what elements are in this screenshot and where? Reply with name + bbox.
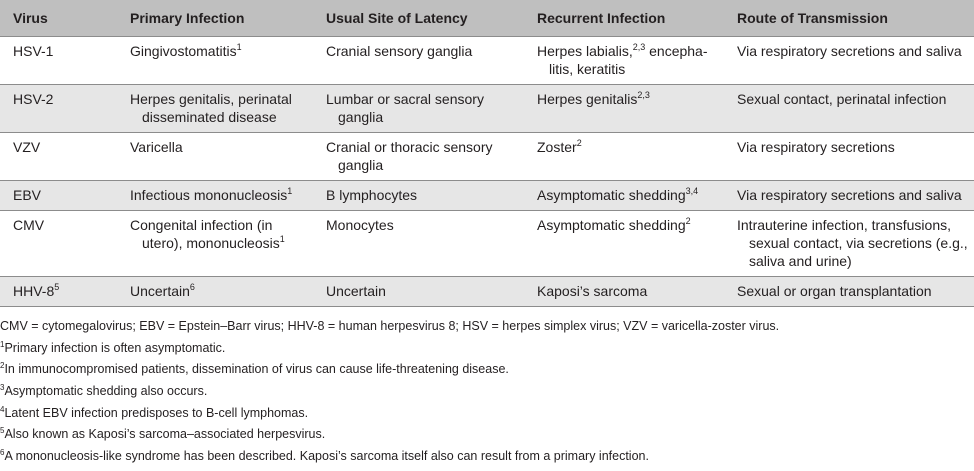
- footnote-mark: 4: [0, 404, 5, 414]
- virus-cell: [0, 85, 117, 133]
- primary-infection-text: [130, 216, 307, 252]
- footnote-4: [0, 406, 974, 428]
- primary-infection-cell: [117, 277, 313, 307]
- footnote-mark: 3: [0, 383, 5, 393]
- footnote-5: [0, 427, 974, 449]
- header-recurrent-infection: Recurrent Infection: [524, 0, 724, 37]
- primary-infection-text: [130, 42, 307, 60]
- virus-name: VZV: [13, 139, 41, 155]
- table-row: [0, 85, 974, 133]
- recurrent-label: Herpes labialis,: [537, 43, 633, 59]
- abbreviations-note: CMV = cytomegalovirus; EBV = Epstein–Barr virus; HHV-8 = human herpesvirus 8; HSV = herpes simplex virus; VZV = varicella-zoster virus.: [0, 319, 780, 333]
- primary-infection-text: [130, 282, 307, 300]
- virus-cell: [0, 133, 117, 181]
- footnote-1: [0, 341, 974, 363]
- recurrent-label: Zoster: [537, 139, 577, 155]
- recurrent-text: [537, 42, 718, 78]
- header-virus: Virus: [0, 0, 117, 37]
- table-row: [0, 181, 974, 211]
- footnote-ref: 2: [576, 138, 582, 148]
- header-primary-infection: Primary Infection: [117, 0, 313, 37]
- footnote-text: A mononucleosis-like syndrome has been described. Kaposi’s sarcoma itself also can result from a primary infection.: [4, 449, 649, 464]
- primary-infection-label: Infectious mononucleosis: [130, 187, 288, 203]
- route-cell: [724, 181, 974, 211]
- footnote-ref: 2,3: [637, 90, 650, 100]
- virus-cell: [0, 211, 117, 277]
- latency-cell: [313, 133, 524, 181]
- header-latency-site: Usual Site of Latency: [313, 0, 524, 37]
- route-cell: [724, 277, 974, 307]
- recurrent-cell: [524, 85, 724, 133]
- footnote-ref: 3,4: [685, 186, 699, 196]
- primary-infection-text: Herpes genitalis, perinatal disseminated disease: [130, 91, 292, 125]
- recurrent-cell: [524, 211, 724, 277]
- latency-text: B lymphocytes: [326, 187, 418, 203]
- latency-text: Cranial sensory ganglia: [326, 43, 473, 59]
- recurrent-cell: [524, 277, 724, 307]
- virus-name: HHV-8: [13, 283, 55, 299]
- recurrent-label: Asymptomatic shedding: [537, 217, 686, 233]
- recurrent-label-tail: encepha-litis, keratitis: [549, 43, 708, 77]
- virus-cell: [0, 37, 117, 85]
- route-text: Via respiratory secretions and saliva: [737, 43, 962, 59]
- table-header-row: [0, 0, 974, 37]
- latency-cell: [313, 37, 524, 85]
- footnote-ref: 1: [287, 186, 293, 196]
- route-text: Via respiratory secretions and saliva: [737, 187, 962, 203]
- footnote-ref: 6: [189, 282, 195, 292]
- primary-infection-text: Varicella: [130, 139, 183, 155]
- footnote-mark: 6: [0, 448, 5, 458]
- footnote-text: Primary infection is often asymptomatic.: [4, 340, 226, 355]
- recurrent-cell: [524, 181, 724, 211]
- primary-infection-cell: [117, 211, 313, 277]
- footnote-ref: 5: [54, 282, 60, 292]
- route-text: Via respiratory secretions: [737, 139, 895, 155]
- virus-cell: [0, 277, 117, 307]
- route-cell: [724, 133, 974, 181]
- virus-name: CMV: [13, 217, 45, 233]
- latency-cell: [313, 277, 524, 307]
- footnote-mark: 5: [0, 426, 5, 436]
- route-text: Sexual or organ transplantation: [737, 283, 932, 299]
- primary-infection-text: [130, 186, 307, 204]
- route-cell: [724, 85, 974, 133]
- latency-cell: [313, 85, 524, 133]
- recurrent-label: Asymptomatic shedding: [537, 187, 686, 203]
- latency-text: Monocytes: [326, 217, 394, 233]
- footnote-ref: 2,3: [632, 42, 646, 52]
- latency-cell: [313, 211, 524, 277]
- route-cell: [724, 37, 974, 85]
- table-row: [0, 133, 974, 181]
- footnote-ref: 1: [236, 42, 242, 52]
- table-footnotes: [0, 319, 974, 471]
- latency-cell: [313, 181, 524, 211]
- virus-name: HSV-1: [13, 43, 54, 59]
- latency-text: Lumbar or sacral sensory ganglia: [326, 91, 484, 125]
- primary-infection-label: Congenital infection (in utero), mononucleosis: [130, 217, 280, 251]
- footnote-mark: 1: [0, 339, 5, 349]
- recurrent-cell: [524, 133, 724, 181]
- primary-infection-cell: [117, 85, 313, 133]
- virus-name: HSV-2: [13, 91, 54, 107]
- table-row: [0, 211, 974, 277]
- virus-cell: [0, 181, 117, 211]
- primary-infection-cell: [117, 181, 313, 211]
- footnote-text: In immunocompromised patients, dissemination of virus can cause life-threatening disease.: [4, 362, 509, 377]
- header-transmission-route: Route of Transmission: [724, 0, 974, 37]
- virus-name: EBV: [13, 187, 42, 203]
- footnote-text: Also known as Kaposi’s sarcoma–associated herpesvirus.: [4, 427, 326, 442]
- recurrent-text: [537, 138, 718, 156]
- route-text: Intrauterine infection, transfusions, sexual contact, via secretions (e.g., saliva and urine): [737, 217, 968, 269]
- footnote-mark: 2: [0, 361, 5, 371]
- recurrent-text: [537, 186, 718, 204]
- table-row: [0, 37, 974, 85]
- route-cell: [724, 211, 974, 277]
- latency-text: Uncertain: [326, 283, 386, 299]
- footnote-ref: 1: [279, 234, 285, 244]
- recurrent-text: [537, 216, 718, 234]
- footnote-2: [0, 362, 974, 384]
- primary-infection-cell: [117, 37, 313, 85]
- latency-text: Cranial or thoracic sensory ganglia: [326, 139, 493, 173]
- recurrent-text: Kaposi’s sarcoma: [537, 283, 648, 299]
- primary-infection-cell: [117, 133, 313, 181]
- recurrent-label: Herpes genitalis: [537, 91, 638, 107]
- primary-infection-label: Gingivostomatitis: [130, 43, 237, 59]
- primary-infection-label: Uncertain: [130, 283, 190, 299]
- footnote-ref: 2: [685, 216, 691, 226]
- footnote-3: [0, 384, 974, 406]
- recurrent-text: [537, 90, 718, 108]
- footnote-text: Latent EBV infection predisposes to B-cell lymphomas.: [4, 405, 309, 420]
- recurrent-cell: [524, 37, 724, 85]
- route-text: Sexual contact, perinatal infection: [737, 91, 947, 107]
- table-row: [0, 277, 974, 307]
- footnote-6: [0, 449, 974, 471]
- footnote-text: Asymptomatic shedding also occurs.: [4, 384, 208, 399]
